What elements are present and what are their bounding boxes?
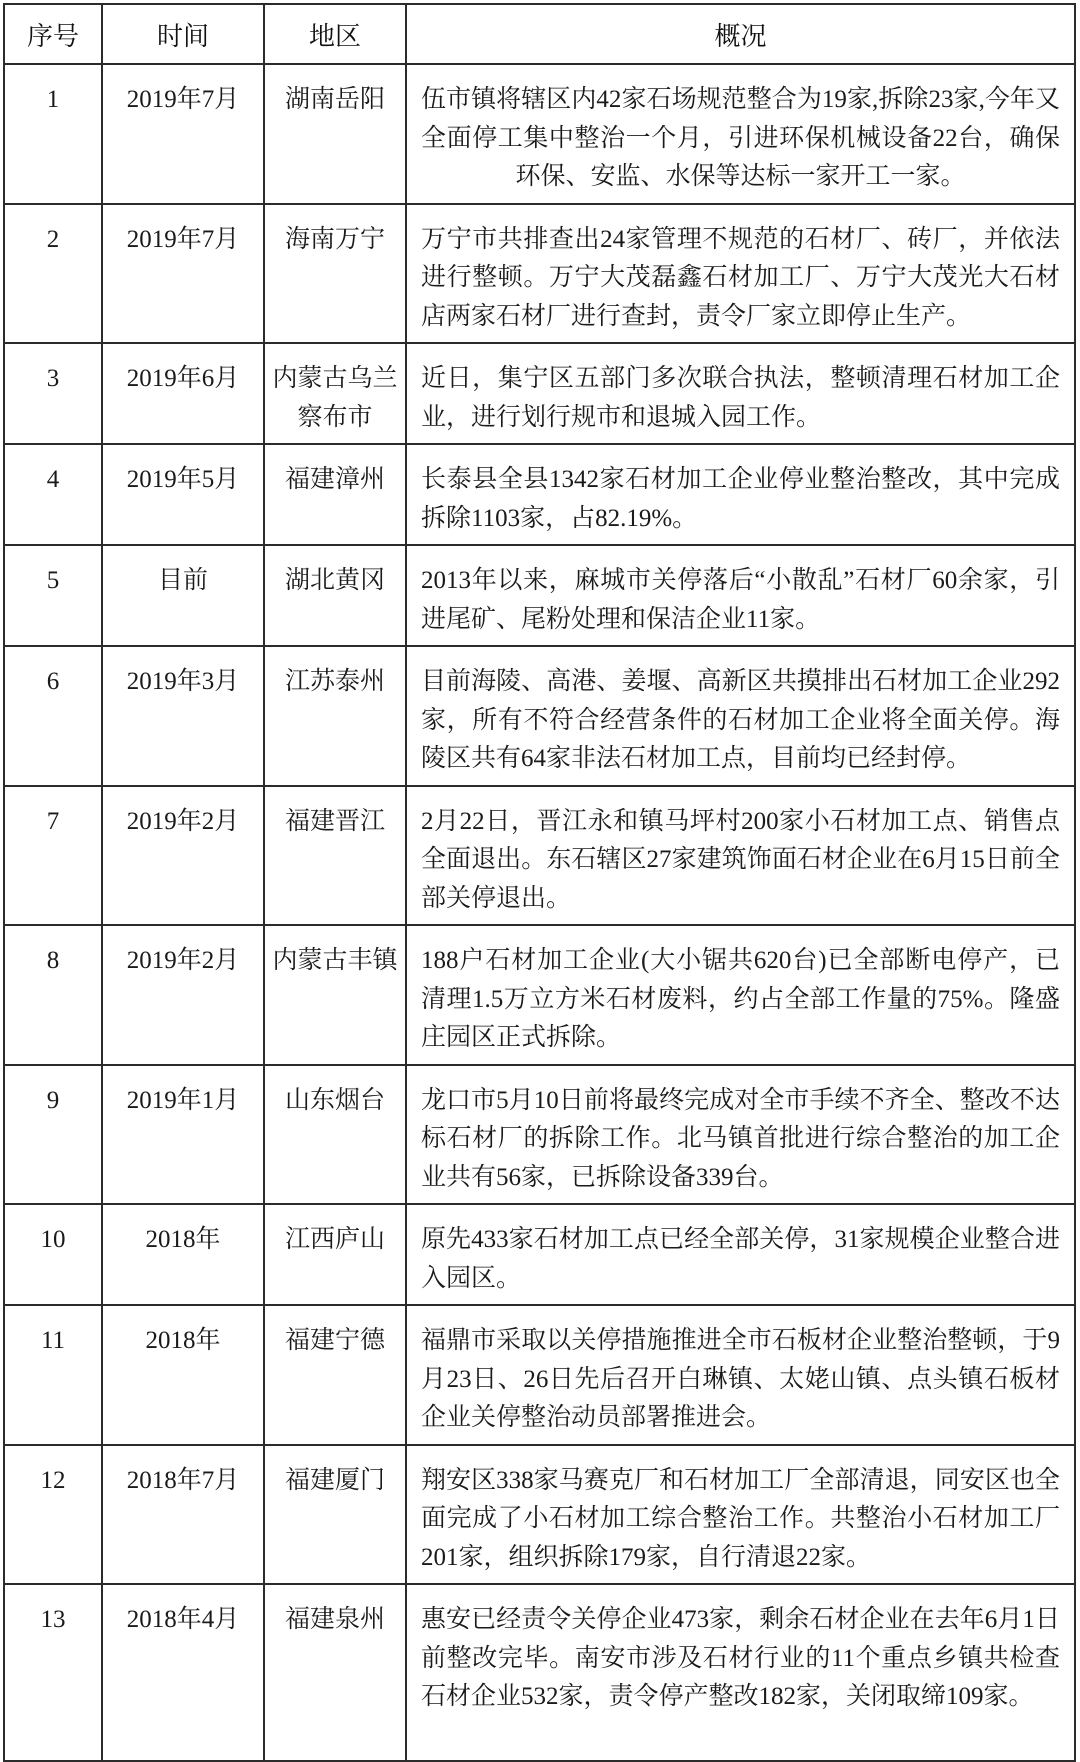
cell-serial-number: 11 — [4, 1305, 102, 1445]
cell-region: 内蒙古丰镇 — [264, 925, 406, 1065]
cell-overview: 伍市镇将辖区内42家石场规范整合为19家,拆除23家,今年又全面停工集中整治一个月，引进环保机械设备22台，确保环保、安监、水保等达标一家开工一家。 — [406, 64, 1075, 204]
header-time: 时间 — [102, 4, 264, 64]
cell-overview: 原先433家石材加工点已经全部关停，31家规模企业整合进入园区。 — [406, 1204, 1075, 1305]
cell-serial-number: 10 — [4, 1204, 102, 1305]
cell-time: 2019年2月 — [102, 925, 264, 1065]
cell-serial-number: 9 — [4, 1065, 102, 1205]
cell-serial-number: 5 — [4, 545, 102, 646]
cell-serial-number: 7 — [4, 786, 102, 926]
cell-serial-number: 1 — [4, 64, 102, 204]
cell-overview: 2月22日，晋江永和镇马坪村200家小石材加工点、销售点全面退出。东石辖区27家建筑饰面石材企业在6月15日前全部关停退出。 — [406, 786, 1075, 926]
table-row — [4, 925, 1075, 1065]
cell-region: 山东烟台 — [264, 1065, 406, 1205]
cell-serial-number: 4 — [4, 444, 102, 545]
cell-time: 目前 — [102, 545, 264, 646]
table-row — [4, 343, 1075, 444]
table-row — [4, 646, 1075, 786]
table-row — [4, 1584, 1075, 1761]
table-body — [4, 64, 1075, 1761]
cell-serial-number: 13 — [4, 1584, 102, 1761]
cell-time: 2018年 — [102, 1204, 264, 1305]
cell-time: 2019年7月 — [102, 64, 264, 204]
cell-time: 2019年7月 — [102, 204, 264, 344]
cell-serial-number: 3 — [4, 343, 102, 444]
table-row — [4, 1065, 1075, 1205]
cell-overview: 188户石材加工企业(大小锯共620台)已全部断电停产，已清理1.5万立方米石材废料，约占全部工作量的75%。隆盛庄园区正式拆除。 — [406, 925, 1075, 1065]
cell-serial-number: 12 — [4, 1445, 102, 1585]
cell-time: 2018年 — [102, 1305, 264, 1445]
cell-region: 福建厦门 — [264, 1445, 406, 1585]
table-row — [4, 64, 1075, 204]
table-row — [4, 1204, 1075, 1305]
cell-region: 江苏泰州 — [264, 646, 406, 786]
cell-overview: 长泰县全县1342家石材加工企业停业整治整改，其中完成拆除1103家，占82.19%。 — [406, 444, 1075, 545]
table-row — [4, 545, 1075, 646]
cell-overview: 惠安已经责令关停企业473家，剩余石材企业在去年6月1日前整改完毕。南安市涉及石材行业的11个重点乡镇共检查石材企业532家，责令停产整改182家，关闭取缔109家。 — [406, 1584, 1075, 1761]
cell-serial-number: 2 — [4, 204, 102, 344]
cell-overview: 福鼎市采取以关停措施推进全市石板材企业整治整顿，于9月23日、26日先后召开白琳镇、太姥山镇、点头镇石板材企业关停整治动员部署推进会。 — [406, 1305, 1075, 1445]
cell-region: 福建晋江 — [264, 786, 406, 926]
cell-overview: 2013年以来，麻城市关停落后“小散乱”石材厂60余家，引进尾矿、尾粉处理和保洁企业11家。 — [406, 545, 1075, 646]
cell-region: 内蒙古乌兰察布市 — [264, 343, 406, 444]
cell-time: 2019年3月 — [102, 646, 264, 786]
cell-region: 海南万宁 — [264, 204, 406, 344]
cell-region: 江西庐山 — [264, 1204, 406, 1305]
table-row — [4, 444, 1075, 545]
cell-overview: 万宁市共排查出24家管理不规范的石材厂、砖厂，并依法进行整顿。万宁大茂磊鑫石材加工厂、万宁大茂光大石材店两家石材厂进行查封，责令厂家立即停止生产。 — [406, 204, 1075, 344]
cell-time: 2019年5月 — [102, 444, 264, 545]
cell-time: 2019年1月 — [102, 1065, 264, 1205]
cell-overview: 龙口市5月10日前将最终完成对全市手续不齐全、整改不达标石材厂的拆除工作。北马镇首批进行综合整治的加工企业共有56家，已拆除设备339台。 — [406, 1065, 1075, 1205]
cell-region: 湖北黄冈 — [264, 545, 406, 646]
cell-time: 2019年6月 — [102, 343, 264, 444]
stone-industry-rectification-table — [3, 3, 1076, 1762]
header-serial-number: 序号 — [4, 4, 102, 64]
cell-region: 湖南岳阳 — [264, 64, 406, 204]
header-region: 地区 — [264, 4, 406, 64]
table-row — [4, 204, 1075, 344]
cell-region: 福建泉州 — [264, 1584, 406, 1761]
cell-time: 2018年7月 — [102, 1445, 264, 1585]
cell-region: 福建宁德 — [264, 1305, 406, 1445]
cell-serial-number: 6 — [4, 646, 102, 786]
table-header-row — [4, 4, 1075, 64]
cell-time: 2019年2月 — [102, 786, 264, 926]
table-row — [4, 786, 1075, 926]
cell-serial-number: 8 — [4, 925, 102, 1065]
cell-overview: 近日，集宁区五部门多次联合执法，整顿清理石材加工企业，进行划行规市和退城入园工作。 — [406, 343, 1075, 444]
cell-overview: 翔安区338家马赛克厂和石材加工厂全部清退，同安区也全面完成了小石材加工综合整治工作。共整治小石材加工厂201家，组织拆除179家，自行清退22家。 — [406, 1445, 1075, 1585]
table-row — [4, 1445, 1075, 1585]
cell-time: 2018年4月 — [102, 1584, 264, 1761]
cell-region: 福建漳州 — [264, 444, 406, 545]
table-row — [4, 1305, 1075, 1445]
header-overview: 概况 — [406, 4, 1075, 64]
cell-overview: 目前海陵、高港、姜堰、高新区共摸排出石材加工企业292家，所有不符合经营条件的石材加工企业将全面关停。海陵区共有64家非法石材加工点，目前均已经封停。 — [406, 646, 1075, 786]
